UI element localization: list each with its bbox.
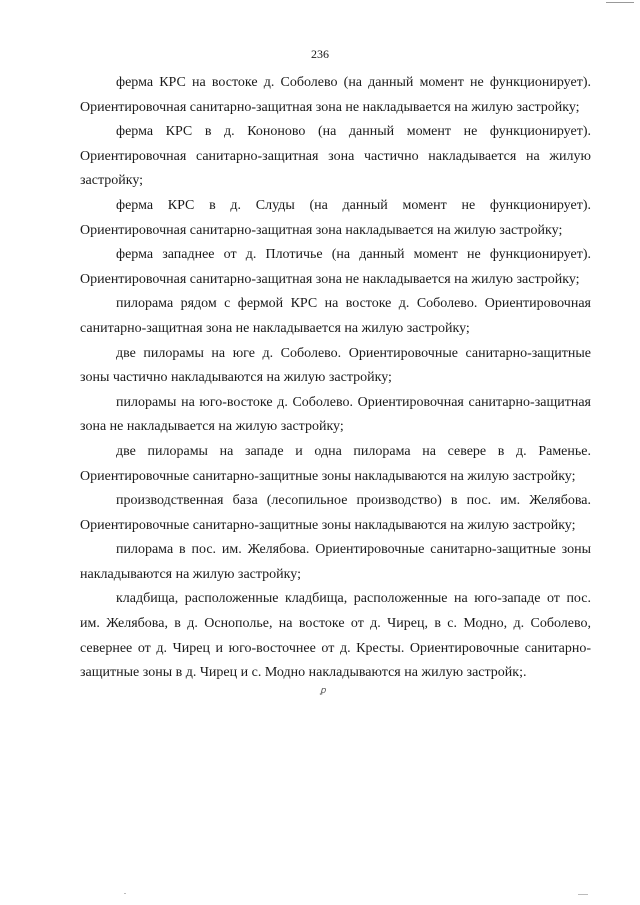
paragraph-sawmill-zhelyabova: пилорама в пос. им. Желябова. Ориентировочные санитарно-защитные зоны накладываются на жилую застройку; (80, 542, 591, 582)
scan-artifact-dot (124, 893, 126, 894)
stray-pen-mark: ꝑ (320, 685, 326, 695)
paragraph-sawmills-ramenye: две пилорамы на западе и одна пилорама на севере в д. Раменье. Ориентировочные санитарно-защитные зоны накладываются на жилую застройку; (80, 443, 591, 484)
paragraph-farm-sludy: ферма КРС в д. Слуды (на данный момент не функционирует). Ориентировочная санитарно-защитная зона накладывается на жилую застройку; (80, 197, 591, 238)
page-number: 236 (311, 47, 329, 61)
scan-artifact-dot (578, 894, 588, 895)
paragraph-farm-sobolevo: ферма КРС на востоке д. Соболево (на данный момент не функционирует). Ориентировочная санитарно-защитная зона не накладывается на жилую застройку; (80, 75, 591, 115)
paragraph-sawmills-south-sobolevo: две пилорамы на юге д. Соболево. Ориентировочные санитарно-защитные зоны частично накладываются на жилую застройку; (80, 345, 591, 386)
scan-corner-mark (606, 0, 634, 3)
paragraph-production-base-zhelyabova: производственная база (лесопильное производство) в пос. им. Желябова. Ориентировочные санитарно-защитные зоны накладываются на жилую застройку; (80, 493, 591, 533)
paragraph-sawmills-southeast-sobolevo: пилорамы на юго-востоке д. Соболево. Ориентировочная санитарно-защитная зона не накладывается на жилую застройку; (80, 394, 591, 435)
paragraph-sawmill-near-farm: пилорама рядом с фермой КРС на востоке д. Соболево. Ориентировочная санитарно-защитная зона не накладывается на жилую застройку; (80, 296, 591, 336)
paragraph-farm-kononovo: ферма КРС в д. Кононово (на данный момент не функционирует). Ориентировочная санитарно-защитная зона частично накладывается на жилую застройку; (80, 124, 591, 189)
paragraph-farm-plotichye: ферма западнее от д. Плотичье (на данный момент не функционирует). Ориентировочная санитарно-защитная зона не накладывается на жилую застройку; (80, 247, 591, 287)
paragraph-cemeteries: кладбища, расположенные кладбища, расположенные на юго-западе от пос. им. Желябова, в д. Оснополье, на востоке от д. Чирец, в с. Модно, д. Соболево, севернее от д. Чирец и юго-восточнее от д. Кресты. Ориентировочные санитарно-защитные зоны в д. Чирец и с. Модно накладываются на жилую застройк;. (80, 591, 591, 681)
body-text (80, 71, 591, 686)
